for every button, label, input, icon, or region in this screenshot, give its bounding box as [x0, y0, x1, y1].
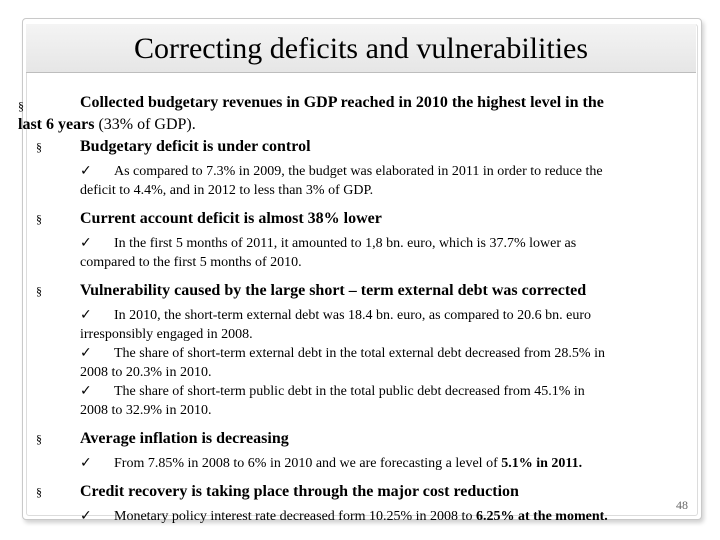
sub-item [18, 382, 680, 420]
checkmark-icon: ✓ [80, 235, 92, 251]
sub-item-text: From 7.85% in 2008 to 6% in 2010 and we are forecasting a level of 5.1% in 2011. [114, 456, 583, 471]
sub-item-text: Monetary policy interest rate decreased form 10.25% in 2008 to 6.25% at the moment. [114, 509, 608, 524]
bullet-icon: § [18, 99, 24, 113]
sub-item [18, 306, 680, 344]
bullet-text-normal: (33% of GDP). [94, 116, 196, 133]
sub-item-text: The share of short-term external debt in the total external debt decreased from 28.5% in [114, 346, 605, 361]
bullet-icon: § [36, 284, 42, 298]
sub-item [18, 344, 680, 382]
sub-item [18, 234, 680, 272]
sub-item-emphasis: 5.1% in 2011. [501, 456, 583, 471]
checkmark-icon: ✓ [80, 163, 92, 179]
sub-item-text-cont: irresponsibly engaged in 2008. [80, 327, 253, 342]
sub-item-emphasis: 6.25% at the moment. [475, 509, 608, 524]
bullet-text: Credit recovery is taking place through the major cost reduction [80, 483, 519, 500]
title-divider [26, 72, 696, 73]
bullet-icon: § [36, 140, 42, 154]
bullet-text-cont: last 6 years [18, 116, 95, 133]
slide-title: Correcting deficits and vulnerabilities [133, 32, 589, 65]
checkmark-icon: ✓ [80, 455, 92, 471]
sub-item-text: In 2010, the short-term external debt was 18.4 bn. euro, as compared to 20.6 bn. euro [114, 308, 592, 323]
slide-body [18, 92, 680, 526]
bullet-text: Budgetary deficit is under control [80, 138, 311, 155]
bullet-text: Average inflation is decreasing [80, 430, 289, 447]
bullet-item-revenues [18, 92, 680, 136]
sub-item [18, 454, 680, 473]
bullet-item-current-account [18, 208, 680, 230]
bullet-icon: § [36, 432, 42, 446]
sub-item-text-cont: 2008 to 20.3% in 2010. [80, 365, 212, 380]
checkmark-icon: ✓ [80, 307, 92, 323]
checkmark-icon: ✓ [80, 383, 92, 399]
page-number: 48 [676, 498, 688, 512]
bullet-text: Collected budgetary revenues in GDP reached in 2010 the highest level in the [80, 94, 604, 111]
sub-item-text-cont: compared to the first 5 months of 2010. [80, 255, 302, 270]
bullet-item-credit-recovery [18, 481, 680, 503]
sub-item-text: The share of short-term public debt in the total public debt decreased from 45.1% in [114, 384, 585, 399]
bullet-text: Vulnerability caused by the large short – term external debt was corrected [80, 282, 587, 299]
bullet-icon: § [36, 485, 42, 499]
checkmark-icon: ✓ [80, 345, 92, 361]
sub-item-text: As compared to 7.3% in 2009, the budget was elaborated in 2011 in order to reduce the [114, 164, 603, 179]
checkmark-icon: ✓ [80, 508, 92, 524]
bullet-item-external-debt [18, 280, 680, 302]
bullet-item-inflation [18, 428, 680, 450]
bullet-icon: § [36, 212, 42, 226]
sub-item-text: In the first 5 months of 2011, it amounted to 1,8 bn. euro, which is 37.7% lower as [114, 236, 577, 251]
sub-item-text-cont: deficit to 4.4%, and in 2012 to less than 3% of GDP. [80, 183, 374, 198]
bullet-text: Current account deficit is almost 38% lower [80, 210, 382, 227]
sub-item-text-cont: 2008 to 32.9% in 2010. [80, 403, 212, 418]
sub-item [18, 507, 680, 526]
bullet-item-budget-deficit [18, 136, 680, 158]
sub-item [18, 162, 680, 200]
